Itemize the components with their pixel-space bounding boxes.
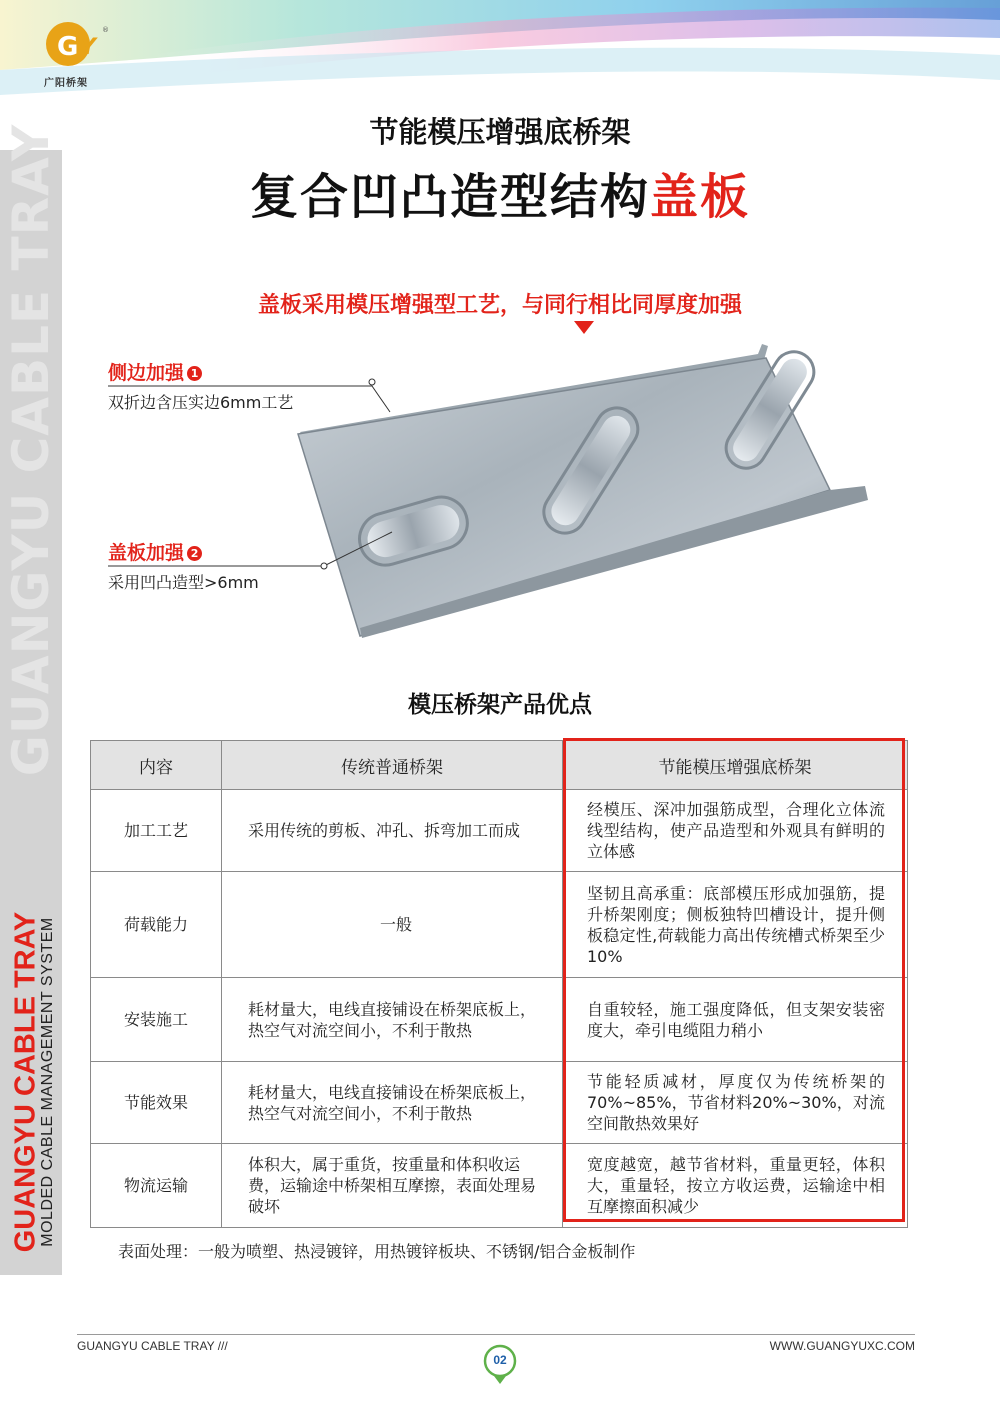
callout-description: 双折边含压实边6mm工艺 [108,393,294,412]
footer-website: WWW.GUANGYUXC.COM [769,1339,915,1353]
traditional-cell: 一般 [222,872,563,978]
row-category: 节能效果 [91,1062,222,1144]
footer-brand: GUANGYU CABLE TRAY /// [77,1339,228,1353]
callout-cover-reinforcement [108,538,202,565]
callout-side-reinforcement [108,358,202,385]
svg-text:G: G [57,32,79,62]
column-header: 传统普通桥架 [222,741,563,790]
energy-saving-cell: 节能轻质减材，厚度仅为传统桥架的70%~85%，节省材料20%~30%，对流空间散热效果好 [563,1062,908,1144]
traditional-cell: 耗材量大，电线直接铺设在桥架底板上，热空气对流空间小，不利于散热 [222,978,563,1062]
energy-saving-cell: 坚韧且高承重：底部模压形成加强筋，提升桥架刚度；侧板独特凹槽设计，提升侧板稳定性,荷载能力高出传统槽式桥架至少10% [563,872,908,978]
callout-description: 采用凹凸造型>6mm [108,573,259,592]
sidebar-brand-text: GUANGYU CABLE TRAY [9,911,42,1253]
surface-treatment-note: 表面处理：一般为喷塑、热浸镀锌，用热镀锌板块、不锈钢/铝合金板制作 [118,1242,636,1261]
svg-text:Y: Y [80,35,96,60]
page-title-accent: 盖板 [650,169,751,225]
table-title: 模压桥架产品优点 [408,692,592,718]
tagline: 盖板采用模压增强型工艺，与同行相比同厚度加强 [257,293,742,318]
logo-caption: 广阳桥架 [44,78,88,89]
sidebar-watermark: GUANGYU CABLE TRAY [2,123,60,777]
sidebar-system-text: MOLDED CABLE MANAGEMENT SYSTEM [39,917,56,1247]
row-category: 荷载能力 [91,872,222,978]
traditional-cell: 体积大，属于重货，按重量和体积收运费，运输途中桥架相互摩擦，表面处理易破坏 [222,1144,563,1228]
row-category: 加工工艺 [91,790,222,872]
svg-text:®: ® [102,26,109,34]
highlight-frame [563,738,905,1222]
callout-title: 盖板加强 [108,542,185,564]
traditional-cell: 耗材量大，电线直接铺设在桥架底板上，热空气对流空间小，不利于散热 [222,1062,563,1144]
traditional-cell: 采用传统的剪板、冲孔、拆弯加工而成 [222,790,563,872]
cable-tray-cover-image [290,340,890,640]
down-arrow-icon [574,321,594,334]
footer-divider [77,1334,915,1335]
column-header: 节能模压增强底桥架 [563,741,908,790]
row-category: 安装施工 [91,978,222,1062]
energy-saving-cell: 经模压、深冲加强筋成型，合理化立体流线型结构，使产品造型和外观具有鲜明的立体感 [563,790,908,872]
page-title [0,158,1000,227]
callout-title: 侧边加强 [108,362,185,384]
callout-number-badge: 2 [187,546,202,561]
page-number: 02 [493,1353,507,1367]
page-title-main: 复合凹凸造型结构 [249,169,650,225]
page-subtitle: 节能模压增强底桥架 [369,115,631,149]
energy-saving-cell: 宽度越宽，越节省材料，重量更轻，体积大，重量轻，按立方收运费，运输途中相互摩擦面积减少 [563,1144,908,1228]
energy-saving-cell: 自重较轻，施工强度降低，但支架安装密度大，牵引电缆阻力稍小 [563,978,908,1062]
column-header: 内容 [91,741,222,790]
callout-number-badge: 1 [187,366,202,381]
row-category: 物流运输 [91,1144,222,1228]
